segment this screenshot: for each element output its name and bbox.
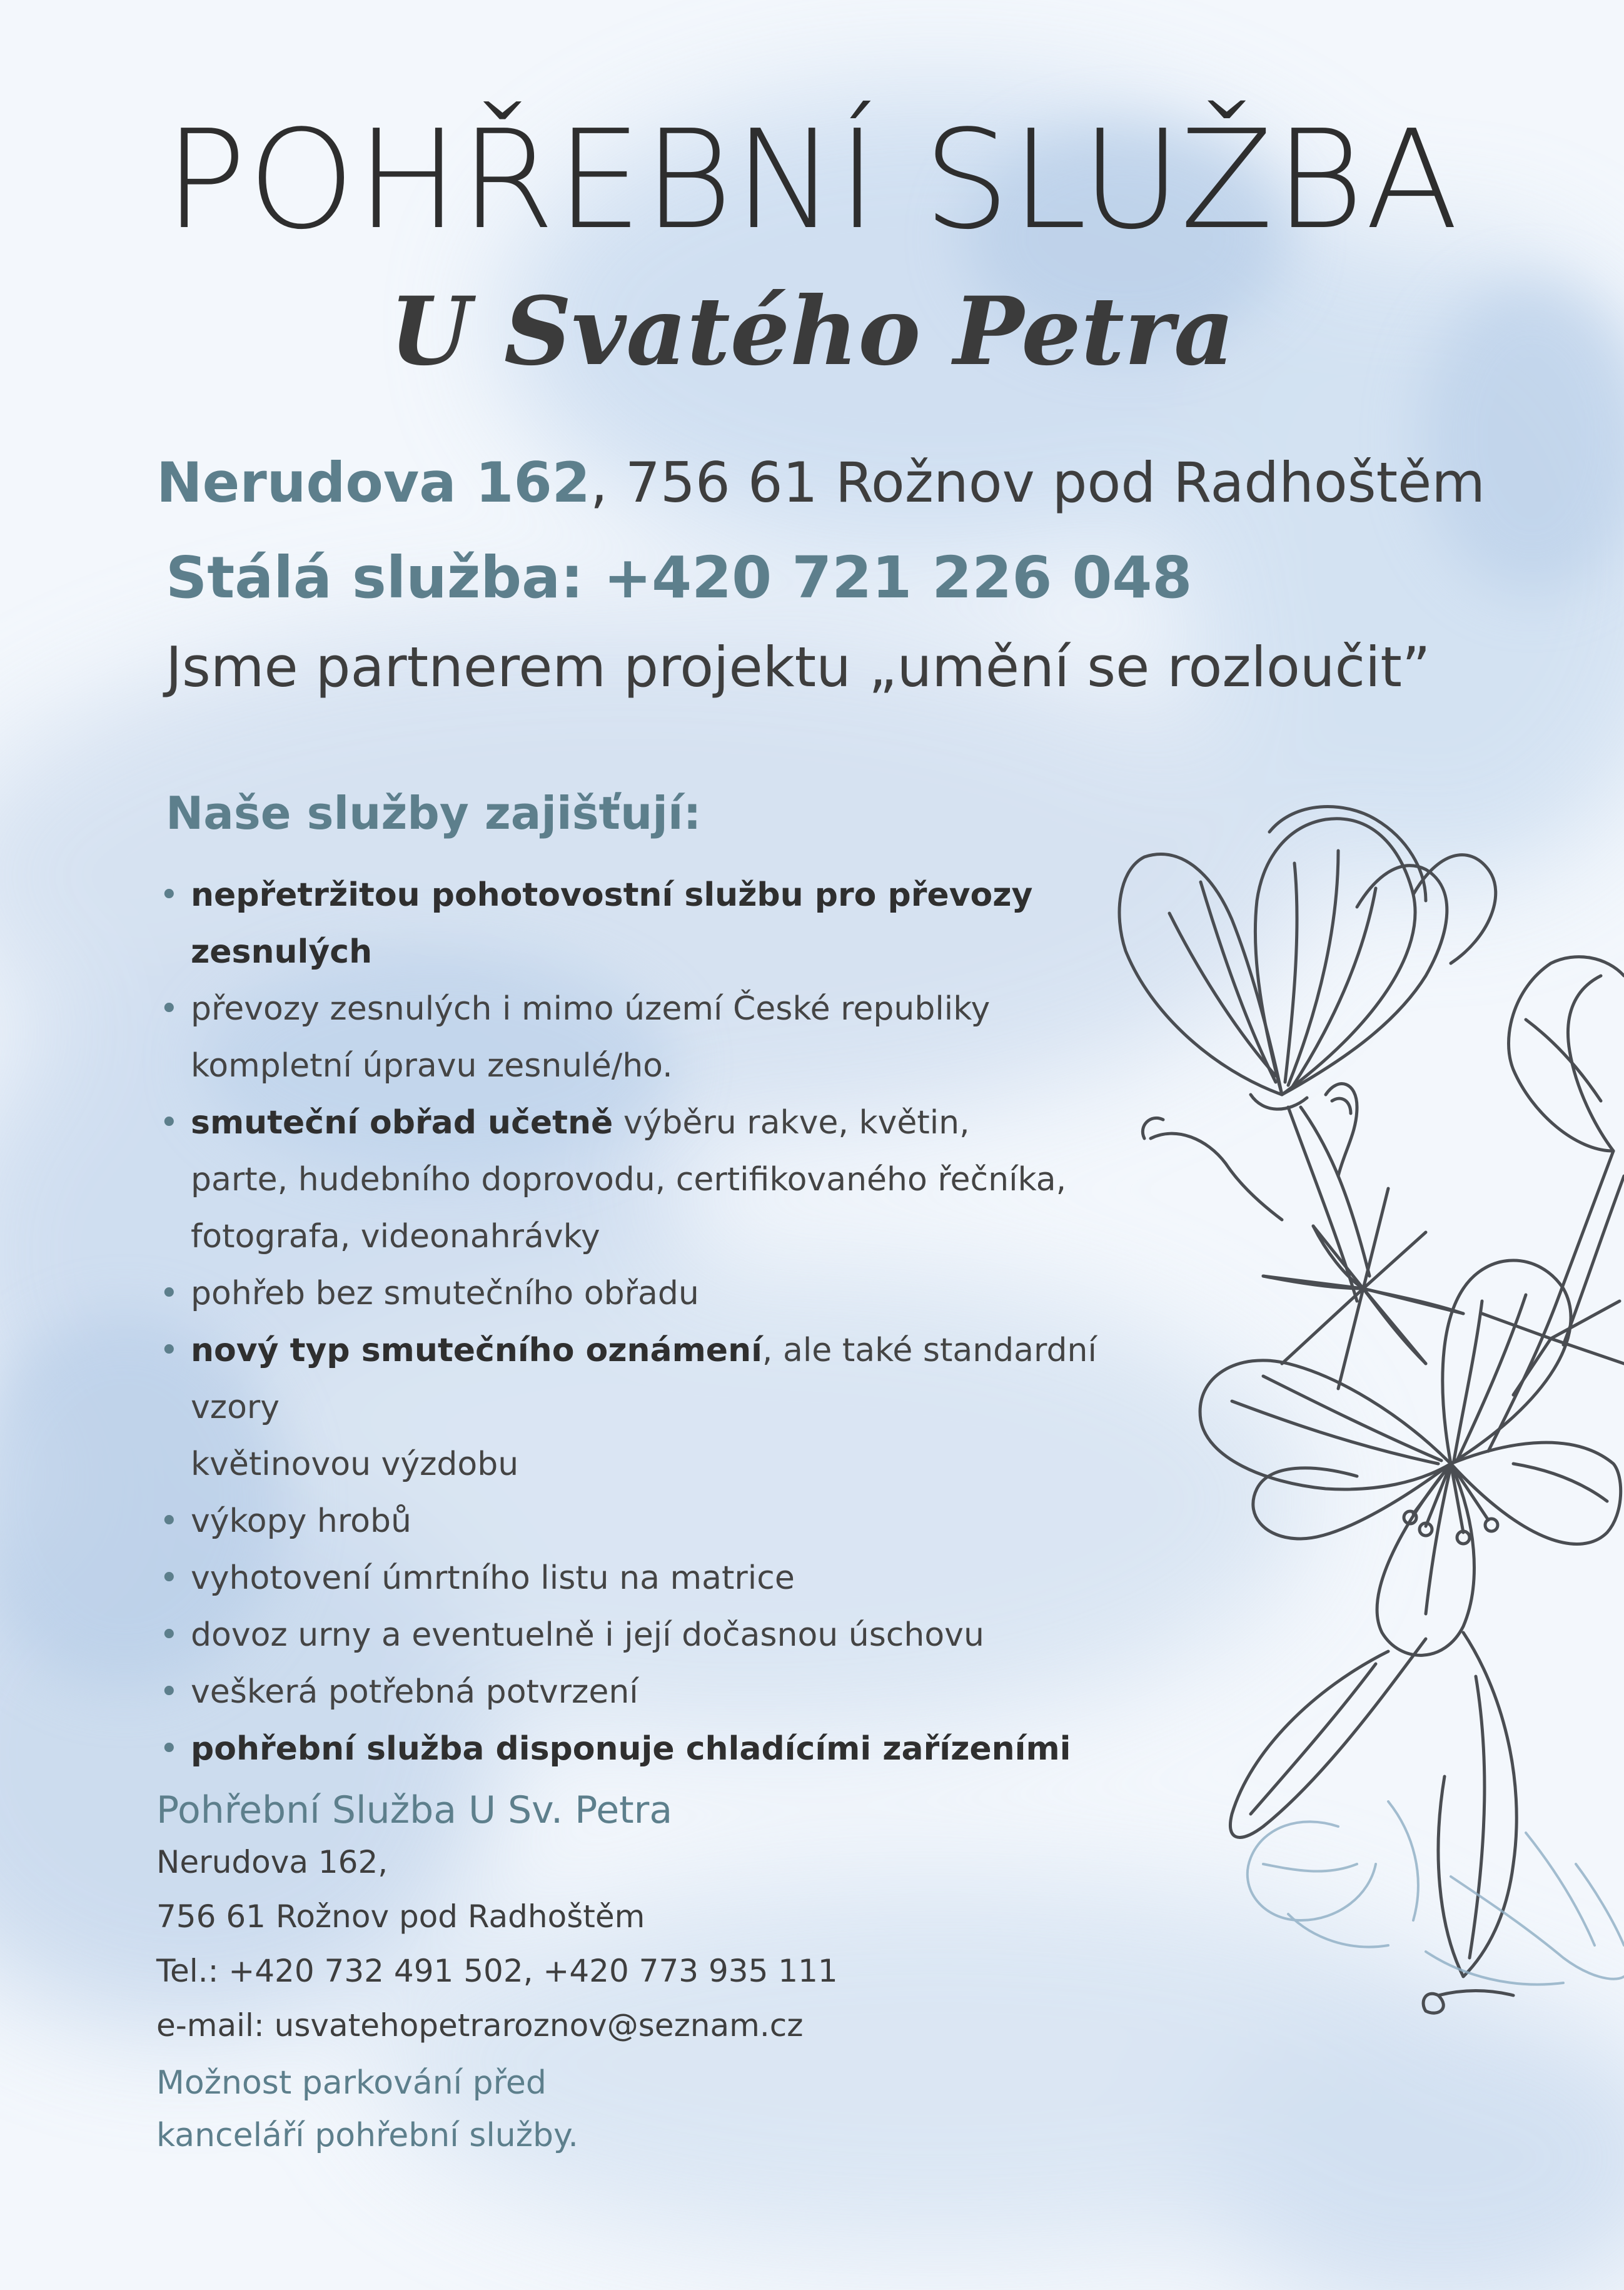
services-heading: Naše služby zajišťují: bbox=[166, 787, 702, 839]
list-item bbox=[159, 1721, 1173, 1778]
footer-company-name: Pohřební Služba U Sv. Petra bbox=[156, 1788, 673, 1832]
item-text: pohřeb bez smutečního obřadu bbox=[191, 1275, 699, 1312]
bullet-icon: • bbox=[159, 1275, 179, 1312]
list-item bbox=[159, 1095, 1173, 1152]
address-line bbox=[156, 450, 1485, 515]
item-text: kompletní úpravu zesnulé/ho. bbox=[191, 1047, 673, 1085]
list-item bbox=[159, 1265, 1173, 1322]
list-item bbox=[159, 1436, 1173, 1493]
list-item bbox=[159, 867, 1173, 924]
standby-phone: Stálá služba: +420 721 226 048 bbox=[166, 544, 1193, 611]
list-item bbox=[159, 1607, 1173, 1664]
list-item bbox=[159, 1208, 1173, 1265]
list-item bbox=[159, 1664, 1173, 1721]
list-item bbox=[159, 924, 1173, 981]
partner-statement: Jsme partnerem projektu „umění se rozloučit” bbox=[166, 635, 1431, 699]
bullet-icon: • bbox=[159, 1502, 179, 1540]
list-item bbox=[159, 1550, 1173, 1607]
item-text: výkopy hrobů bbox=[191, 1502, 411, 1540]
bullet-icon: • bbox=[159, 990, 179, 1028]
contact-footer bbox=[156, 1788, 838, 2162]
footer-phone: Tel.: +420 732 491 502, +420 773 935 111 bbox=[156, 1953, 838, 1989]
bullet-icon: • bbox=[159, 1616, 179, 1654]
list-item bbox=[159, 1493, 1173, 1550]
list-item bbox=[159, 1322, 1173, 1436]
item-bold-text: zesnulých bbox=[191, 933, 373, 971]
services-list bbox=[159, 867, 1173, 1778]
item-text: vyhotovení úmrtního listu na matrice bbox=[191, 1559, 795, 1597]
page-subtitle: U Svatého Petra bbox=[389, 276, 1235, 387]
bullet-icon: • bbox=[159, 1673, 179, 1711]
item-bold-text: smuteční obřad učetně bbox=[191, 1104, 613, 1142]
bullet-icon: • bbox=[159, 1332, 179, 1369]
item-text: fotografa, videonahrávky bbox=[191, 1218, 600, 1255]
page-title: POHŘEBNÍ SLUŽBA bbox=[164, 101, 1460, 260]
list-item bbox=[159, 981, 1173, 1038]
footer-email: e-mail: usvatehopetraroznov@seznam.cz bbox=[156, 2007, 804, 2044]
item-bold-text: nepřetržitou pohotovostní službu pro převozy bbox=[191, 876, 1033, 914]
item-bold-text: pohřební služba disponuje chladícími zařízeními bbox=[191, 1730, 1071, 1768]
footer-parking-note bbox=[156, 2057, 838, 2162]
bullet-icon: • bbox=[159, 1730, 179, 1768]
bullet-icon: • bbox=[159, 1104, 179, 1142]
item-text: veškerá potřebná potvrzení bbox=[191, 1673, 638, 1711]
item-text: převozy zesnulých i mimo území České republiky bbox=[191, 990, 991, 1028]
bullet-icon: • bbox=[159, 1559, 179, 1597]
footer-street: Nerudova 162, bbox=[156, 1844, 388, 1880]
item-text: , ale také standardní vzory bbox=[191, 1332, 1097, 1426]
item-text: dovoz urny a eventuelně i její dočasnou úschovu bbox=[191, 1616, 984, 1654]
item-text: výběru rakve, květin, bbox=[613, 1104, 970, 1142]
footer-city: 756 61 Rožnov pod Radhoštěm bbox=[156, 1898, 645, 1935]
item-text: květinovou výzdobu bbox=[191, 1446, 519, 1483]
list-item bbox=[159, 1152, 1173, 1208]
item-text: parte, hudebního doprovodu, certifikovaného řečníka, bbox=[191, 1161, 1067, 1198]
parking-line-1: Možnost parkování před bbox=[156, 2064, 547, 2102]
item-bold-text: nový typ smutečního oznámení bbox=[191, 1332, 762, 1369]
list-item bbox=[159, 1038, 1173, 1095]
parking-line-2: kanceláří pohřební služby. bbox=[156, 2117, 578, 2154]
bullet-icon: • bbox=[159, 876, 179, 914]
address-street: Nerudova 162 bbox=[156, 450, 590, 515]
address-city: , 756 61 Rožnov pod Radhoštěm bbox=[590, 450, 1485, 515]
